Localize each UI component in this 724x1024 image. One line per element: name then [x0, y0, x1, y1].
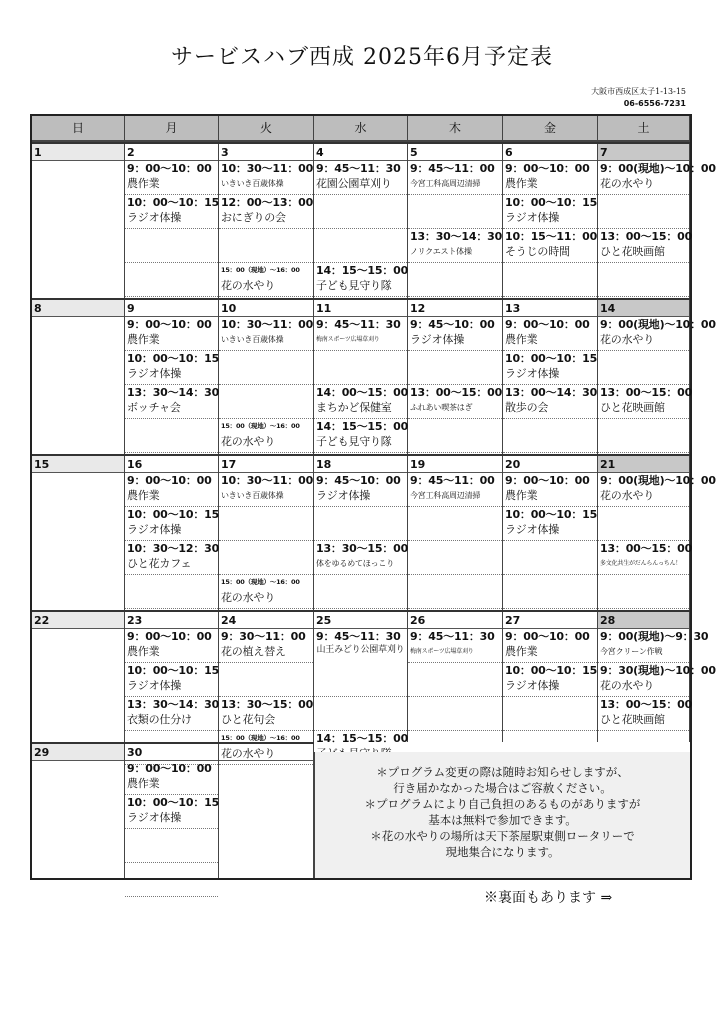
time-slot — [503, 629, 597, 663]
slot-time: 13：30〜15：00 — [221, 698, 314, 711]
notes-box — [314, 752, 690, 878]
time-slot — [408, 351, 502, 385]
slot-event: 花の水やり — [600, 489, 654, 502]
slot-time: 9：00〜10：00 — [505, 162, 590, 175]
time-slot — [125, 419, 218, 453]
day-number: 28 — [598, 612, 689, 629]
slot-time: 13：00〜15：00 — [410, 386, 503, 399]
day-number: 5 — [408, 144, 502, 161]
note-line: 行き届かなかった場合はご容赦ください。 — [393, 781, 612, 795]
slot-event: 花の水やり — [221, 747, 275, 760]
day-cell — [598, 456, 716, 610]
slot-time: 9：30(現地)〜10：00 — [600, 664, 716, 677]
slot-time: 13：00〜15：00 — [600, 542, 693, 555]
day-number: 10 — [219, 300, 313, 317]
day-cell — [125, 612, 219, 742]
slot-time: 10：00〜10：15 — [505, 352, 598, 365]
slot-event: ノリクエスト体操 — [410, 247, 472, 256]
slot-event: いきいき百歳体操 — [221, 179, 284, 188]
note-line: ＊プログラムにより自己負担のあるものがありますが — [364, 797, 641, 811]
day-number: 9 — [125, 300, 218, 317]
slot-time: 10：00〜10：15 — [505, 664, 598, 677]
week-row — [32, 298, 716, 454]
slot-event: 花の植え替え — [221, 645, 286, 658]
slot-time: 9：00〜10：00 — [505, 474, 590, 487]
slot-event: 花園公園草刈り — [316, 177, 392, 190]
time-slot — [219, 629, 313, 663]
slot-event: いきいき百歳体操 — [221, 491, 284, 500]
slot-event: まちかど保健室 — [316, 401, 392, 414]
time-slot — [408, 317, 502, 351]
day-cell — [503, 456, 598, 610]
slot-event: 今宮工科高周辺清掃 — [410, 491, 481, 500]
note-line: ＊花の水やりの場所は天下茶屋駅東側ロータリーで — [370, 829, 635, 843]
time-slot — [598, 419, 689, 453]
slot-event: 花の水やり — [600, 177, 654, 190]
time-slot — [314, 541, 407, 575]
day-cell — [219, 612, 314, 760]
day-number: 22 — [32, 612, 124, 629]
time-slot — [503, 229, 597, 263]
time-slot — [125, 863, 218, 897]
day-number: 24 — [219, 612, 313, 629]
time-slot — [503, 351, 597, 385]
time-slot — [408, 229, 502, 263]
slot-event: 農作業 — [505, 333, 538, 346]
slot-event: 花の水やり — [600, 679, 654, 692]
weekday-header-tue: 火 — [219, 116, 314, 142]
slot-time: 9：00〜10：00 — [127, 162, 212, 175]
weekday-header-mon: 月 — [125, 116, 219, 142]
day-number: 2 — [125, 144, 218, 161]
time-slot — [408, 161, 502, 195]
day-cell — [314, 612, 409, 745]
slot-event: 子ども見守り隊 — [316, 435, 392, 448]
day-cell — [598, 612, 716, 742]
day-cell — [598, 144, 716, 298]
week-row — [32, 742, 314, 878]
time-slot — [219, 419, 313, 453]
time-slot — [598, 697, 693, 731]
time-slot — [125, 795, 218, 829]
day-number: 14 — [598, 300, 689, 317]
note-line: 基本は無料で参加できます。 — [428, 813, 577, 827]
slot-time: 15：00（現地）〜16：00 — [221, 422, 300, 430]
note-line: 現地集合になります。 — [445, 845, 560, 859]
time-slot — [408, 195, 502, 229]
day-number: 8 — [32, 300, 124, 317]
slot-event: 花の水やり — [600, 333, 654, 346]
slot-time: 10：00〜10：15 — [127, 664, 220, 677]
time-slot — [503, 663, 597, 697]
time-slot — [503, 385, 597, 419]
slot-time: 10：15〜11：00 — [505, 230, 598, 243]
day-cell — [408, 456, 503, 610]
time-slot — [598, 473, 716, 507]
slot-time: 13：00〜15：00 — [600, 230, 693, 243]
time-slot — [408, 541, 502, 575]
time-slot — [125, 195, 218, 229]
slot-time: 10：00〜10：15 — [505, 196, 598, 209]
slot-time: 12：00〜13：00 — [221, 196, 314, 209]
day-number: 13 — [503, 300, 597, 317]
day-number: 12 — [408, 300, 502, 317]
slot-time: 15：00（現地）〜16：00 — [221, 578, 300, 586]
time-slot — [314, 263, 407, 297]
slot-time: 10：00〜10：15 — [127, 796, 220, 809]
day-number: 17 — [219, 456, 313, 473]
slot-time: 13：00〜15：00 — [600, 698, 693, 711]
slot-event: ラジオ体操 — [127, 811, 181, 824]
slot-event: ラジオ体操 — [127, 523, 181, 536]
slot-time: 9：00(現地)〜10：00 — [600, 318, 716, 331]
slot-event: ラジオ体操 — [505, 367, 559, 380]
slot-time: 14：15〜15：00 — [316, 732, 409, 745]
time-slot — [125, 829, 218, 863]
time-slot — [125, 663, 218, 697]
day-cell — [314, 300, 408, 454]
time-slot — [503, 575, 597, 609]
time-slot — [503, 419, 597, 453]
slot-time: 14：15〜15：00 — [316, 420, 409, 433]
time-slot — [503, 697, 597, 731]
time-slot — [125, 629, 218, 663]
time-slot — [408, 629, 502, 663]
slot-event: ラジオ体操 — [505, 523, 559, 536]
day-number — [219, 744, 313, 761]
slot-time: 10：00〜10：15 — [127, 196, 220, 209]
time-slot — [503, 541, 597, 575]
time-slot — [598, 507, 689, 541]
slot-event: 多文化共生がだんらんっちん！ — [600, 560, 682, 567]
day-number: 15 — [32, 456, 124, 473]
time-slot — [503, 161, 597, 195]
day-number: 26 — [408, 612, 502, 629]
slot-time: 9：45〜11：30 — [316, 318, 401, 331]
time-slot — [598, 351, 689, 385]
weekday-header-fri: 金 — [503, 116, 598, 142]
time-slot — [598, 385, 693, 419]
day-number: 20 — [503, 456, 597, 473]
time-slot — [503, 195, 597, 229]
slot-time: 9：00(現地)〜9：30 — [600, 630, 709, 643]
day-number: 29 — [32, 744, 124, 761]
slot-time: 9：45〜10：00 — [316, 474, 401, 487]
time-slot — [598, 195, 689, 229]
time-slot — [125, 473, 218, 507]
day-cell — [408, 300, 503, 454]
time-slot — [125, 161, 218, 195]
time-slot — [219, 161, 313, 195]
slot-event: 農作業 — [127, 177, 160, 190]
slot-event: 山王みどり公園草刈り — [316, 645, 405, 655]
slot-time: 15：00（現地）〜16：00 — [221, 734, 300, 742]
time-slot — [314, 697, 407, 731]
slot-time: 15：00（現地）〜16：00 — [221, 266, 300, 274]
time-slot — [219, 229, 313, 263]
footer-note: ※裏面もあります ⇒ — [484, 890, 613, 906]
day-number: 16 — [125, 456, 218, 473]
slot-time: 9：00〜10：00 — [505, 318, 590, 331]
slot-time: 10：30〜11：00 — [221, 162, 314, 175]
day-number: 11 — [314, 300, 407, 317]
day-cell — [219, 300, 314, 454]
time-slot — [125, 575, 218, 609]
day-number: 4 — [314, 144, 407, 161]
slot-time: 10：00〜10：15 — [127, 352, 220, 365]
time-slot — [503, 473, 597, 507]
day-cell — [219, 456, 314, 610]
time-slot — [408, 507, 502, 541]
time-slot — [598, 229, 693, 263]
slot-event: 農作業 — [505, 645, 538, 658]
day-cell — [32, 144, 125, 298]
day-cell — [598, 300, 716, 454]
slot-time: 14：15〜15：00 — [316, 264, 409, 277]
slot-time: 14：00〜15：00 — [316, 386, 409, 399]
slot-time: 9：00〜10：00 — [127, 762, 212, 775]
time-slot — [125, 541, 218, 575]
day-number: 30 — [125, 744, 218, 761]
time-slot — [314, 229, 407, 263]
day-cell — [503, 300, 598, 454]
time-slot — [125, 263, 218, 297]
time-slot — [408, 385, 502, 419]
slot-time: 9：00(現地)〜10：00 — [600, 474, 716, 487]
weekday-header-sat: 土 — [598, 116, 690, 142]
slot-event: 農作業 — [127, 333, 160, 346]
slot-time: 9：45〜11：30 — [316, 630, 401, 643]
time-slot — [598, 575, 689, 609]
day-cell — [125, 456, 219, 610]
page-title: サービスハブ西成 2025年6月予定表 — [171, 45, 553, 70]
slot-time: 9：45〜11：00 — [410, 162, 495, 175]
time-slot — [503, 263, 597, 297]
slot-event: 体をゆるめてほっこり — [316, 559, 394, 568]
slot-event: 梅南スポーツ広場草刈り — [316, 336, 380, 343]
slot-event: ひと花映画館 — [600, 401, 665, 414]
day-number: 1 — [32, 144, 124, 161]
weekday-header-wed: 水 — [314, 116, 408, 142]
time-slot — [219, 541, 313, 575]
time-slot — [125, 351, 218, 385]
time-slot — [598, 263, 689, 297]
time-slot — [314, 351, 407, 385]
time-slot — [219, 351, 313, 385]
slot-time: 9：00〜10：00 — [127, 630, 212, 643]
time-slot — [503, 507, 597, 541]
day-cell — [32, 456, 125, 610]
day-cell — [219, 144, 314, 298]
slot-event: ラジオ体操 — [505, 679, 559, 692]
time-slot — [408, 473, 502, 507]
slot-time: 9：45〜11：30 — [316, 162, 401, 175]
weekday-header-sun: 日 — [32, 116, 125, 142]
time-slot — [125, 697, 218, 731]
time-slot — [219, 575, 313, 609]
day-number: 25 — [314, 612, 407, 629]
time-slot — [219, 507, 313, 541]
time-slot — [125, 507, 218, 541]
day-cell — [125, 144, 219, 298]
slot-event: 散歩の会 — [505, 401, 549, 414]
slot-event: ふれあい喫茶はぎ — [410, 403, 473, 412]
slot-time: 9：00〜10：00 — [505, 630, 590, 643]
day-number: 7 — [598, 144, 689, 161]
slot-event: 農作業 — [127, 489, 160, 502]
day-cell — [314, 144, 408, 298]
day-cell — [408, 612, 503, 742]
slot-time: 10：30〜11：00 — [221, 318, 314, 331]
time-slot — [219, 697, 313, 731]
address-text: 大阪市西成区太子1-13-15 — [591, 87, 686, 96]
time-slot — [314, 317, 407, 351]
phone-number: 06-6556-7231 — [623, 99, 686, 108]
time-slot — [125, 229, 218, 263]
slot-time: 13：00〜15：00 — [600, 386, 693, 399]
time-slot — [219, 195, 313, 229]
time-slot — [219, 263, 313, 297]
time-slot — [314, 419, 407, 453]
slot-event: 花の水やり — [221, 435, 275, 448]
day-cell — [503, 612, 598, 742]
time-slot — [598, 629, 709, 663]
time-slot — [598, 663, 716, 697]
slot-event: ボッチャ会 — [127, 401, 181, 414]
day-number: 21 — [598, 456, 689, 473]
slot-time: 13：30〜14：30 — [127, 698, 220, 711]
time-slot — [125, 761, 218, 795]
day-number: 3 — [219, 144, 313, 161]
weekday-header-thu: 木 — [408, 116, 503, 142]
slot-event: ラジオ体操 — [127, 367, 181, 380]
time-slot — [598, 161, 716, 195]
slot-event: 今宮クリーン作戦 — [600, 647, 663, 656]
day-cell — [32, 300, 125, 454]
note-line: ＊プログラム変更の際は随時お知らせしますが、 — [376, 765, 629, 779]
slot-event: おにぎりの会 — [221, 211, 286, 224]
slot-time: 9：45〜11：00 — [410, 474, 495, 487]
slot-event: 花の水やり — [221, 279, 275, 292]
time-slot — [503, 317, 597, 351]
slot-event: 衣類の仕分け — [127, 713, 192, 726]
slot-event: ラジオ体操 — [127, 679, 181, 692]
slot-time: 10：30〜12：30 — [127, 542, 220, 555]
time-slot — [125, 317, 218, 351]
slot-event: 農作業 — [505, 489, 538, 502]
time-slot — [408, 419, 502, 453]
time-slot — [314, 195, 407, 229]
slot-event: 子ども見守り隊 — [316, 279, 392, 292]
slot-time: 9：00(現地)〜10：00 — [600, 162, 716, 175]
time-slot — [219, 663, 313, 697]
slot-event: 今宮工科高周辺清掃 — [410, 179, 481, 188]
time-slot — [408, 263, 502, 297]
time-slot — [314, 161, 407, 195]
day-number: 6 — [503, 144, 597, 161]
slot-event: 農作業 — [127, 645, 160, 658]
time-slot — [598, 541, 693, 575]
slot-time: 9：00〜10：00 — [127, 474, 212, 487]
time-slot — [598, 317, 716, 351]
time-slot — [408, 663, 502, 697]
slot-time: 10：00〜10：15 — [505, 508, 598, 521]
time-slot — [125, 385, 218, 419]
slot-event: いきいき百歳体操 — [221, 335, 284, 344]
time-slot — [314, 575, 407, 609]
time-slot — [314, 507, 407, 541]
time-slot — [408, 697, 502, 731]
time-slot — [219, 317, 313, 351]
slot-event: ひと花映画館 — [600, 245, 665, 258]
day-cell — [125, 300, 219, 454]
slot-time: 13：30〜14：30 — [410, 230, 503, 243]
slot-event: ラジオ体操 — [316, 489, 370, 502]
time-slot — [408, 575, 502, 609]
slot-time: 13：30〜15：00 — [316, 542, 409, 555]
slot-time: 9：45〜10：00 — [410, 318, 495, 331]
day-number: 18 — [314, 456, 407, 473]
day-number: 19 — [408, 456, 502, 473]
slot-event: 梅南スポーツ広場草刈り — [410, 648, 474, 655]
slot-time: 13：30〜14：30 — [127, 386, 220, 399]
address-block — [466, 86, 686, 110]
slot-time: 9：00〜10：00 — [127, 318, 212, 331]
day-cell — [219, 744, 314, 878]
day-number: 27 — [503, 612, 597, 629]
slot-event: ラジオ体操 — [127, 211, 181, 224]
week-row — [32, 142, 716, 298]
slot-time: 9：30〜11：00 — [221, 630, 306, 643]
slot-time: 9：45〜11：30 — [410, 630, 495, 643]
slot-event: 農作業 — [127, 777, 160, 790]
day-cell — [32, 612, 125, 742]
day-cell — [32, 744, 125, 878]
day-cell — [125, 744, 219, 878]
time-slot — [219, 473, 313, 507]
slot-time: 13：00〜14：30 — [505, 386, 598, 399]
slot-event: ラジオ体操 — [410, 333, 464, 346]
day-cell — [503, 144, 598, 298]
day-cell — [314, 456, 408, 610]
slot-event: そうじの時間 — [505, 245, 570, 258]
slot-event: 花の水やり — [221, 591, 275, 604]
time-slot — [314, 385, 407, 419]
slot-event: ひと花句会 — [221, 713, 275, 726]
slot-event: ラジオ体操 — [505, 211, 559, 224]
slot-event: ひと花カフェ — [127, 557, 192, 570]
time-slot — [314, 473, 407, 507]
time-slot — [219, 385, 313, 419]
week-row — [32, 454, 716, 610]
slot-event: ひと花映画館 — [600, 713, 665, 726]
day-number: 23 — [125, 612, 218, 629]
day-cell — [408, 144, 503, 298]
slot-event: 農作業 — [505, 177, 538, 190]
time-slot — [314, 663, 407, 697]
slot-time: 10：00〜10：15 — [127, 508, 220, 521]
slot-time: 10：30〜11：00 — [221, 474, 314, 487]
